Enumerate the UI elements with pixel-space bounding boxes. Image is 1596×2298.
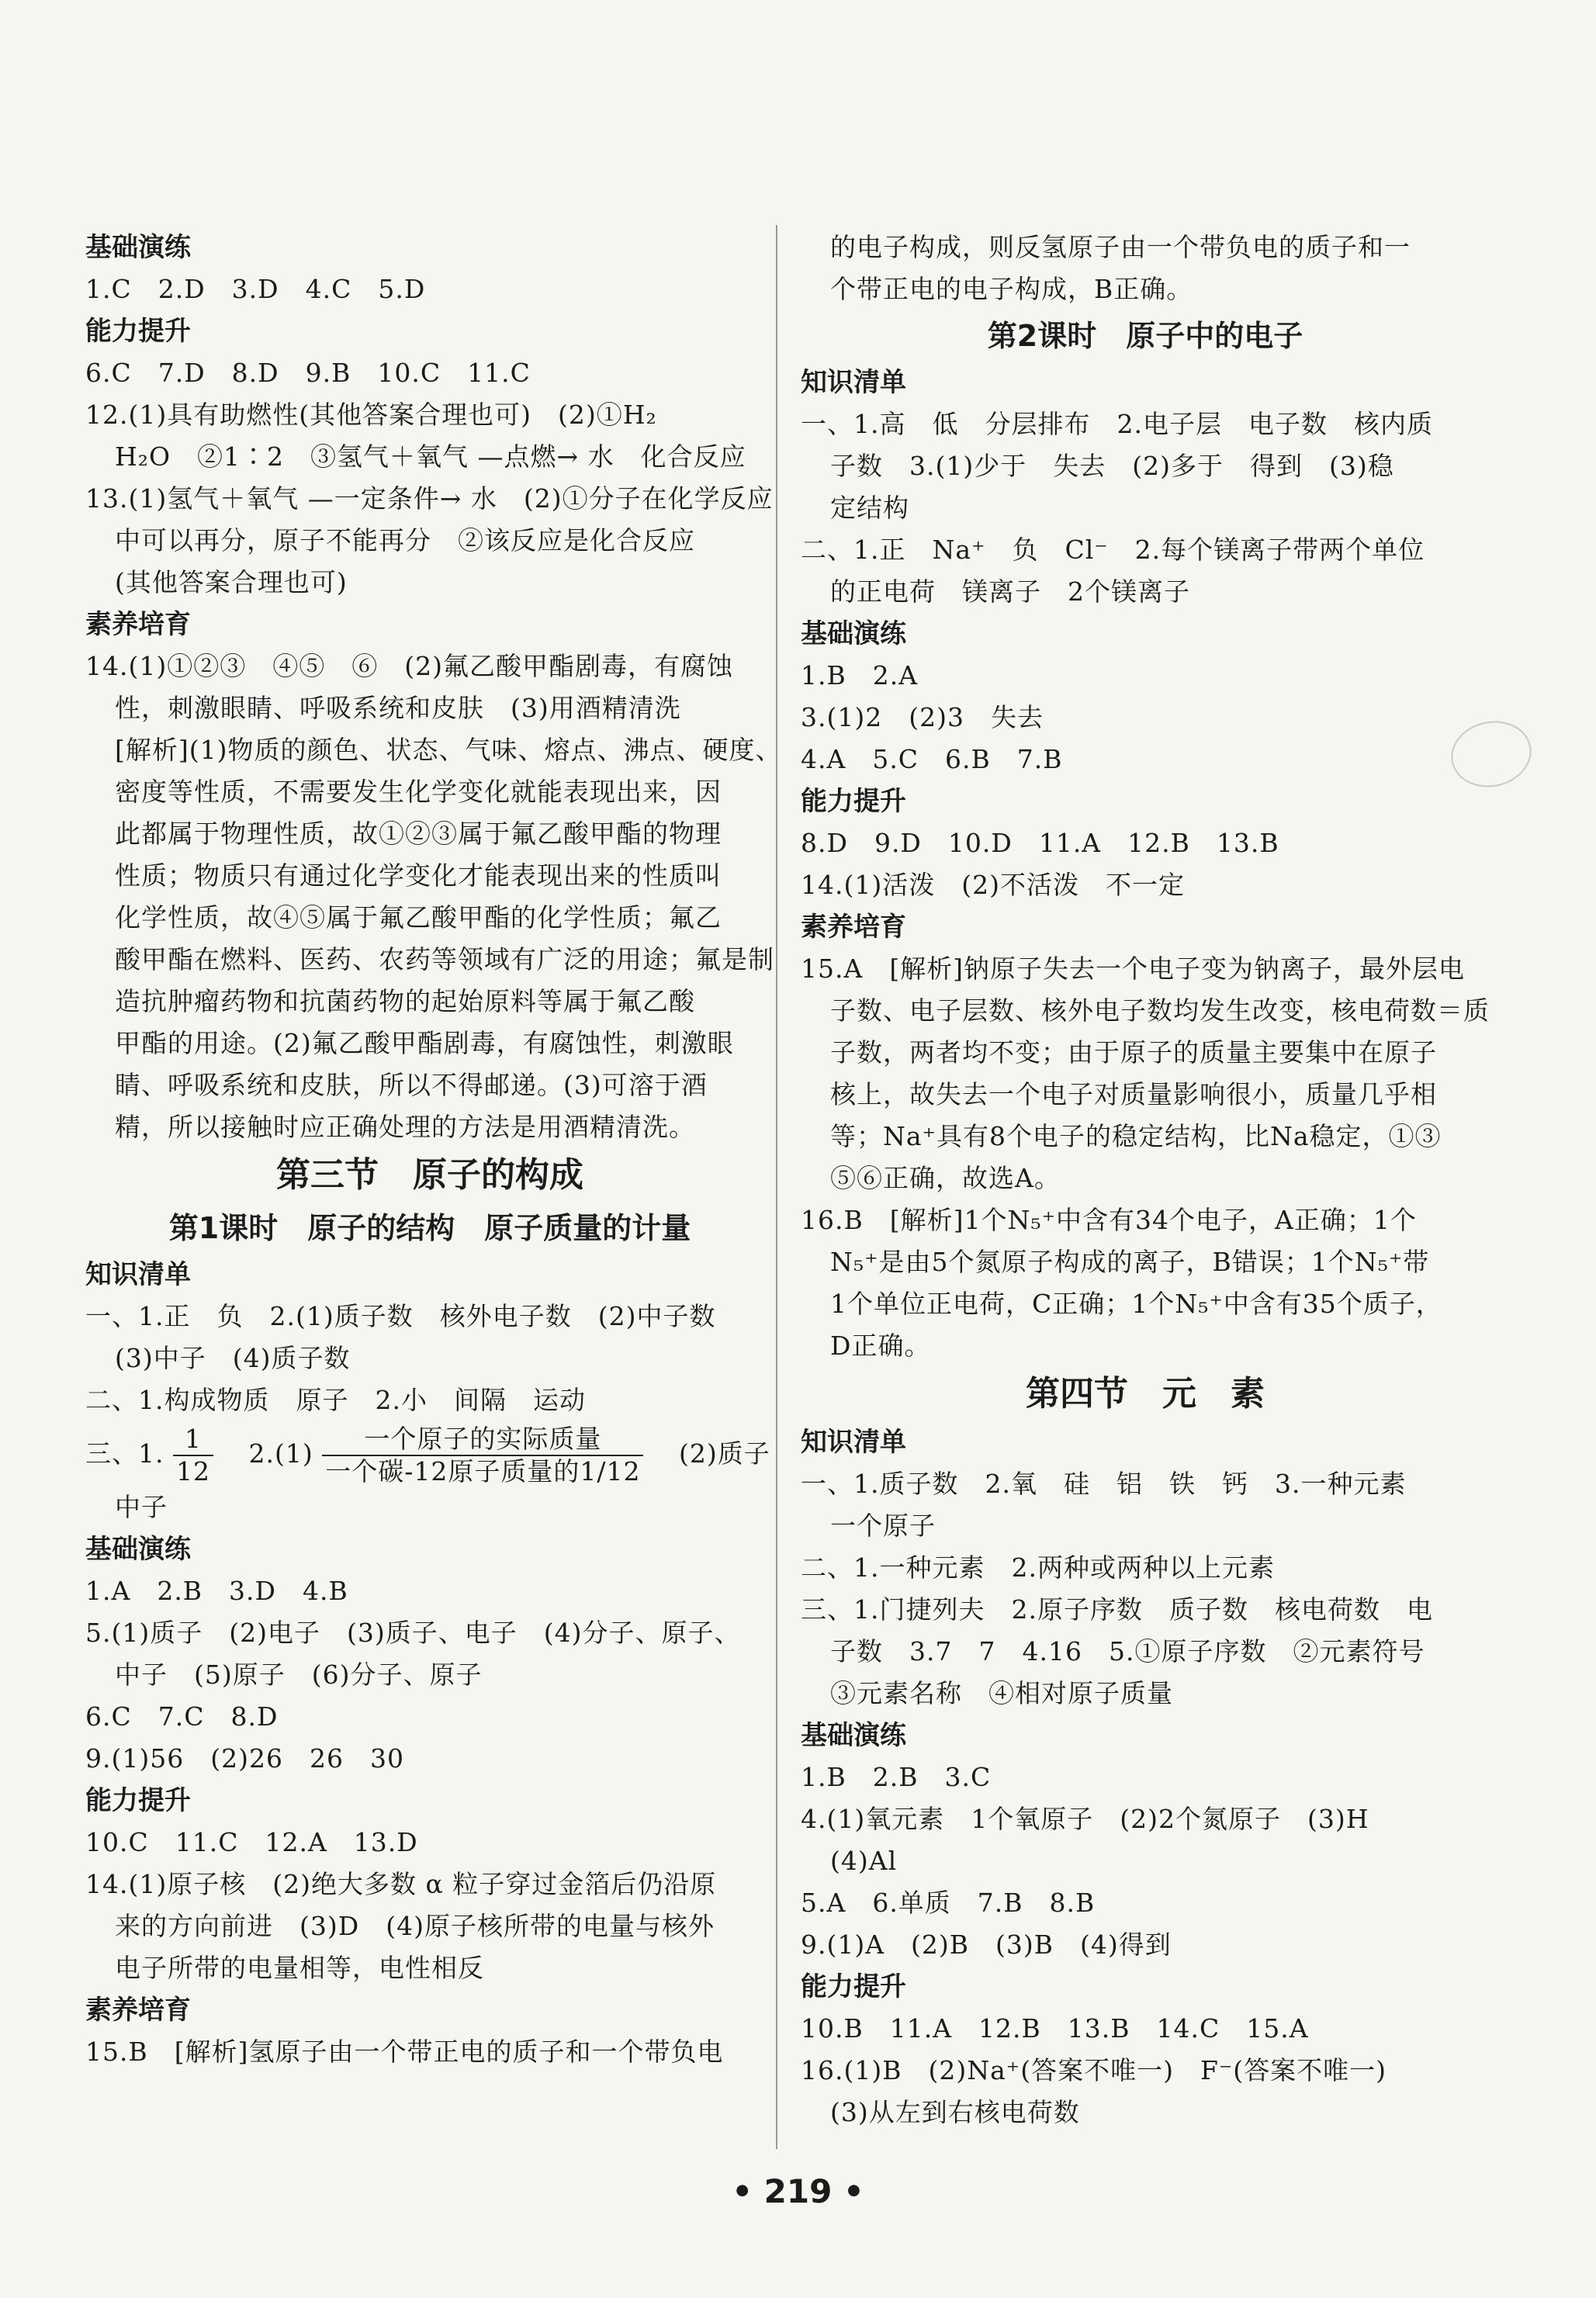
- answer-line: 子数，两者均不变；由于原子的质量主要集中在原子: [830, 1037, 1437, 1068]
- answer-line: 10.B 11.A 12.B 13.B 14.C 15.A: [801, 2013, 1309, 2044]
- answer-line: 中子 (5)原子 (6)分子、原子: [115, 1659, 483, 1690]
- answer-line: 16.B [解析]1个N₅⁺中含有34个电子，A正确；1个: [801, 1205, 1417, 1235]
- answer-line: ⑤⑥正确，故选A。: [830, 1163, 1061, 1193]
- fraction-denominator: 12: [176, 1456, 210, 1486]
- page-number: • 219 •: [732, 2172, 864, 2210]
- answer-line: 1.C 2.D 3.D 4.C 5.D: [85, 274, 426, 304]
- fraction-line: [85, 1421, 774, 1486]
- section-heading: 基础演练: [801, 618, 906, 649]
- answer-line: 1.B 2.A: [801, 660, 919, 690]
- left-column: [85, 227, 782, 2073]
- answer-line: [解析](1)物质的颜色、状态、气味、熔点、沸点、硬度、: [115, 735, 782, 765]
- section-heading: 知识清单: [801, 1427, 906, 1458]
- column-divider: [776, 225, 777, 2149]
- answer-line: 子数 3.7 7 4.16 5.①原子序数 ②元素符号: [830, 1636, 1425, 1666]
- answer-line: 一、1.高 低 分层排布 2.电子层 电子数 核内质: [801, 409, 1433, 439]
- answer-line: 5.A 6.单质 7.B 8.B: [801, 1888, 1096, 1918]
- fraction-prefix: 三、1.: [85, 1438, 164, 1469]
- answer-line: 等；Na⁺具有8个电子的稳定结构，比Na稳定，①③: [830, 1121, 1442, 1151]
- answer-line: 13.(1)氢气＋氧气 —一定条件→ 水 (2)①分子在化学反应: [85, 483, 774, 514]
- answer-line: 14.(1)原子核 (2)绝大多数 α 粒子穿过金箔后仍沿原: [85, 1869, 717, 1899]
- answer-line: 精，所以接触时应正确处理的方法是用酒精清洗。: [115, 1112, 695, 1142]
- answer-line: 5.(1)质子 (2)电子 (3)质子、电子 (4)分子、原子、: [85, 1618, 741, 1648]
- answer-line: 3.(1)2 (2)3 失去: [801, 702, 1044, 732]
- section-heading: 基础演练: [801, 1720, 906, 1751]
- fraction-numerator: 一个原子的实际质量: [322, 1424, 643, 1456]
- answer-line: 8.D 9.D 10.D 11.A 12.B 13.B: [801, 828, 1279, 858]
- fraction-relative-mass: [322, 1424, 643, 1486]
- answer-line: 电子所带的电量相等，电性相反: [115, 1953, 484, 1983]
- answer-line: 核上，故失去一个电子对质量影响很小，质量几乎相: [830, 1079, 1437, 1109]
- answer-line: 1个单位正电荷，C正确；1个N₅⁺中含有35个质子，: [830, 1289, 1442, 1319]
- answer-line: 子数 3.(1)少于 失去 (2)多于 得到 (3)稳: [830, 451, 1394, 481]
- answer-line: 三、1.门捷列夫 2.原子序数 质子数 核电荷数 电: [801, 1594, 1433, 1625]
- answer-line: ③元素名称 ④相对原子质量: [830, 1678, 1173, 1708]
- answer-line: 一、1.质子数 2.氧 硅 铝 铁 钙 3.一种元素: [801, 1469, 1407, 1499]
- fraction-one-twelfth: [173, 1424, 213, 1486]
- fraction-suffix: (2)质子: [652, 1438, 770, 1469]
- answer-line: 1.A 2.B 3.D 4.B: [85, 1576, 348, 1606]
- chapter-heading: 第三节 原子的构成: [276, 1155, 583, 1195]
- section-heading: 能力提升: [801, 786, 906, 817]
- answer-line: 6.C 7.C 8.D: [85, 1701, 279, 1732]
- answer-line: 16.(1)B (2)Na⁺(答案不唯一) F⁻(答案不唯一): [801, 2055, 1387, 2085]
- answer-line: 性，刺激眼睛、呼吸系统和皮肤 (3)用酒精清洗: [115, 693, 681, 723]
- answer-line: D正确。: [830, 1331, 931, 1361]
- section-heading: 素养培育: [801, 912, 906, 943]
- answer-line: 的电子构成，则反氢原子由一个带负电的质子和一: [830, 232, 1411, 262]
- section-heading: 素养培育: [85, 609, 191, 640]
- answer-line: 9.(1)56 (2)26 26 30: [85, 1743, 404, 1774]
- answer-line: (4)Al: [830, 1846, 898, 1876]
- answer-line: 一个原子: [830, 1511, 936, 1541]
- answer-line: 性质；物质只有通过化学变化才能表现出来的性质叫: [115, 860, 722, 891]
- answer-line: H₂O ②1∶2 ③氢气＋氧气 —点燃→ 水 化合反应: [115, 441, 746, 472]
- answer-line: 二、1.正 Na⁺ 负 Cl⁻ 2.每个镁离子带两个单位: [801, 535, 1425, 565]
- answer-line: 一、1.正 负 2.(1)质子数 核外电子数 (2)中子数: [85, 1301, 716, 1331]
- answer-line: 6.C 7.D 8.D 9.B 10.C 11.C: [85, 358, 531, 388]
- section-heading: 素养培育: [85, 1995, 191, 2026]
- answer-line: 来的方向前进 (3)D (4)原子核所带的电量与核外: [115, 1911, 715, 1941]
- answer-line: 造抗肿瘤药物和抗菌药物的起始原料等属于氟乙酸: [115, 986, 695, 1016]
- answer-line: 9.(1)A (2)B (3)B (4)得到: [801, 1929, 1172, 1960]
- fraction-denominator: 一个碳-12原子质量的1/12: [325, 1456, 641, 1486]
- answer-line: 14.(1)①②③ ④⑤ ⑥ (2)氟乙酸甲酯剧毒，有腐蚀: [85, 651, 733, 681]
- chapter-heading: 第四节 元 素: [1026, 1374, 1265, 1414]
- section-heading: 能力提升: [85, 316, 191, 347]
- right-column: [801, 227, 1490, 2134]
- answer-line: 15.B [解析]氢原子由一个带正电的质子和一个带负电: [85, 2037, 724, 2067]
- answer-line: (3)中子 (4)质子数: [115, 1343, 351, 1373]
- answer-line: 化学性质，故④⑤属于氟乙酸甲酯的化学性质；氟乙: [115, 902, 722, 933]
- answer-line: 4.A 5.C 6.B 7.B: [801, 744, 1063, 774]
- answer-line: N₅⁺是由5个氮原子构成的离子，B错误；1个N₅⁺带: [830, 1247, 1430, 1277]
- answer-line: 定结构: [830, 493, 909, 523]
- answer-line: 4.(1)氧元素 1个氧原子 (2)2个氮原子 (3)H: [801, 1804, 1369, 1834]
- lesson-heading: 第2课时 原子中的电子: [987, 319, 1303, 353]
- section-heading: 能力提升: [801, 1971, 906, 2002]
- answer-line: 中可以再分，原子不能再分 ②该反应是化合反应: [115, 525, 695, 555]
- fraction-numerator: 1: [173, 1424, 213, 1456]
- answer-line: 个带正电的电子构成，B正确。: [830, 274, 1193, 304]
- fraction-mid: 2.(1): [222, 1438, 313, 1469]
- answer-line: (3)从左到右核电荷数: [830, 2097, 1080, 2127]
- answer-line: 酸甲酯在燃料、医药、农药等领域有广泛的用途；氟是制: [115, 944, 774, 974]
- answer-line: 10.C 11.C 12.A 13.D: [85, 1827, 418, 1857]
- answer-line: 中子: [115, 1492, 168, 1522]
- answer-line: 此都属于物理性质，故①②③属于氟乙酸甲酯的物理: [115, 818, 722, 849]
- answer-line: 15.A [解析]钠原子失去一个电子变为钠离子，最外层电: [801, 953, 1466, 984]
- section-heading: 知识清单: [85, 1259, 191, 1290]
- answer-line: 睛、呼吸系统和皮肤，所以不得邮递。(3)可溶于酒: [115, 1070, 708, 1100]
- answer-line: 的正电荷 镁离子 2个镁离子: [830, 576, 1190, 607]
- answer-line: 密度等性质，不需要发生化学变化就能表现出来，因: [115, 777, 722, 807]
- section-heading: 基础演练: [85, 1534, 191, 1565]
- answer-line: 14.(1)活泼 (2)不活泼 不一定: [801, 870, 1185, 900]
- answer-line: 1.B 2.B 3.C: [801, 1762, 992, 1792]
- answer-line: 甲酯的用途。(2)氟乙酸甲酯剧毒，有腐蚀性，刺激眼: [115, 1028, 734, 1058]
- section-heading: 基础演练: [85, 232, 191, 263]
- answer-line: 二、1.构成物质 原子 2.小 间隔 运动: [85, 1385, 586, 1415]
- answer-line: 12.(1)具有助燃性(其他答案合理也可) (2)①H₂: [85, 400, 657, 430]
- lesson-heading: 第1课时 原子的结构 原子质量的计量: [168, 1211, 691, 1245]
- answer-line: 子数、电子层数、核外电子数均发生改变，核电荷数＝质: [830, 995, 1490, 1026]
- answer-line: 二、1.一种元素 2.两种或两种以上元素: [801, 1552, 1275, 1583]
- section-heading: 能力提升: [85, 1785, 191, 1816]
- answer-line: (其他答案合理也可): [115, 567, 348, 597]
- section-heading: 知识清单: [801, 367, 906, 398]
